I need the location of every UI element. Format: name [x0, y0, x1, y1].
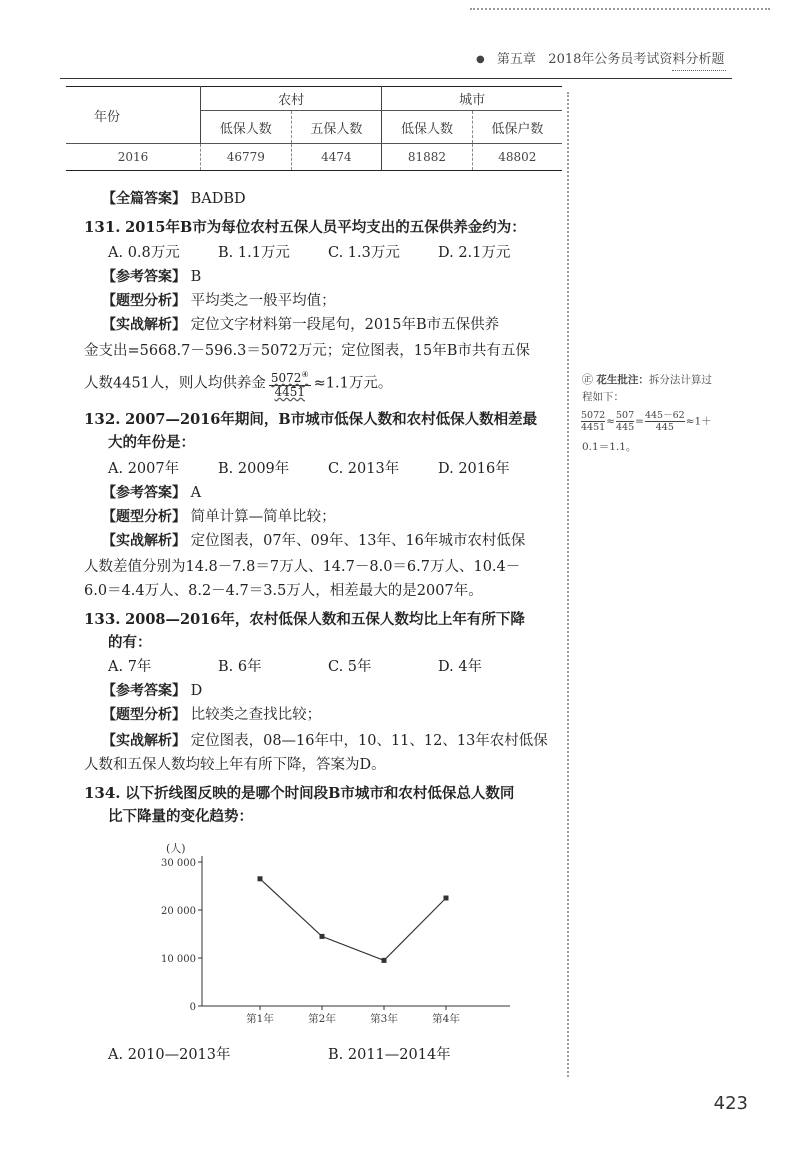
chart-ticks	[161, 858, 460, 1025]
chapter-label: 第五章	[496, 52, 536, 67]
sidebar-note-line4: 0.1＝1.1。	[582, 441, 637, 453]
line-chart	[140, 838, 530, 1038]
rural-header: 农村	[201, 87, 382, 111]
question-132-cont: 大的年份是：	[108, 434, 195, 451]
column-divider	[567, 92, 569, 1077]
type-132: 【题型分析】 简单计算—简单比较；	[102, 509, 336, 525]
type-133: 【题型分析】 比较类之查找比较；	[102, 707, 322, 723]
data-point-3	[444, 896, 449, 901]
all-answers-value: BADBD	[190, 191, 246, 207]
question-133: 133. 2008—2016年，农村低保人数和五保人数均比上年有所下降	[84, 610, 525, 628]
cell-rural-wubao: 4474	[291, 144, 382, 171]
analysis-131-line1: 【实战解析】 定位文字材料第一段尾句，2015年B市五保供养	[102, 317, 500, 333]
type-131: 【题型分析】 平均类之一般平均值；	[102, 293, 336, 309]
header-rule	[60, 78, 732, 79]
y-axis-label: (人)	[166, 842, 186, 855]
annotation-icon: ㊣	[582, 373, 593, 386]
analysis-131-line2: 金支出=5668.7－596.3＝5072万元；定位图表，15年B市共有五保	[84, 343, 530, 359]
options-133: A. 7年 B. 6年 C. 5年 D. 4年	[108, 659, 483, 675]
header-underline	[672, 70, 726, 71]
chart-series	[258, 876, 449, 963]
answer-132: 【参考答案】 A	[102, 485, 202, 501]
cell-rural-dibao: 46779	[201, 144, 292, 171]
options-131: A. 0.8万元 B. 1.1万元 C. 1.3万元 D. 2.1万元	[108, 245, 511, 261]
data-point-2	[382, 958, 387, 963]
data-table	[66, 86, 562, 171]
data-point-0	[258, 876, 263, 881]
y-tick-label-3: 30 000	[161, 858, 196, 869]
question-133-cont: 的有：	[108, 634, 152, 651]
question-132: 132. 2007—2016年期间，B市城市低保人数和农村低保人数相差最	[84, 410, 538, 428]
urban-header: 城市	[382, 87, 562, 111]
question-134: 134. 以下折线图反映的是哪个时间段B市城市和农村低保总人数同	[84, 784, 515, 802]
year-header: 年份	[94, 109, 121, 125]
x-tick-label-2: 第3年	[370, 1013, 398, 1025]
question-134-cont: 比下降量的变化趋势：	[108, 808, 253, 825]
analysis-133-line1: 【实战解析】 定位图表，08—16年中，10、11、12、13年农村低保	[102, 733, 548, 749]
bullet-icon: ●	[476, 54, 485, 65]
top-decoration	[470, 8, 770, 10]
data-point-1	[320, 934, 325, 939]
sidebar-label: 花生批注：	[596, 374, 649, 386]
chart-axes	[202, 856, 510, 1006]
x-tick-label-3: 第4年	[432, 1013, 460, 1025]
page-number: 423	[713, 1093, 748, 1114]
question-131: 131. 2015年B市为每位农村五保人员平均支出的五保供养金约为：	[84, 218, 526, 236]
book-title: 2018年公务员考试资料分析题	[548, 52, 725, 67]
analysis-132-line2: 人数差值分别为14.8－7.8＝7万人、14.7－8.0＝6.7万人、10.4－	[84, 559, 521, 575]
running-header	[476, 48, 724, 67]
options-134: A. 2010—2013年 B. 2011—2014年	[108, 1047, 451, 1063]
y-tick-label-1: 10 000	[161, 954, 196, 965]
row-year: 2016	[117, 150, 149, 164]
y-tick-label-2: 20 000	[161, 906, 196, 917]
y-tick-label-0: 0	[189, 1002, 196, 1013]
cell-urban-households: 48802	[472, 144, 562, 171]
analysis-132-line1: 【实战解析】 定位图表，07年、09年、13年、16年城市农村低保	[102, 533, 526, 549]
analysis-133-line2: 人数和五保人数均较上年有所下降，答案为D。	[84, 757, 386, 773]
analysis-131-line3: 人数4451人，则人均供养金 $\frac{5072^④}{4451}$ ≈1.1万元。	[84, 370, 393, 399]
answer-131: 【参考答案】 B	[102, 269, 202, 285]
answer-133: 【参考答案】 D	[102, 683, 203, 699]
options-132: A. 2007年 B. 2009年 C. 2013年 D. 2016年	[108, 461, 510, 477]
x-tick-label-1: 第2年	[308, 1013, 336, 1025]
all-answers: 【全篇答案】 BADBD	[102, 191, 246, 207]
analysis-132-line3: 6.0＝4.4万人、8.2－4.7＝3.5万人，相差最大的是2007年。	[84, 583, 483, 599]
header-urban-dibao: 低保人数	[382, 111, 473, 144]
sidebar-note-line1: ㊣ 花生批注：拆分法计算过	[582, 373, 712, 386]
sidebar-note-formula: $\frac{5072}{4451}\approx$ $\frac{507}{445}=$ $\frac{445-62}{445}\approx 1+$	[581, 410, 712, 433]
header-urban-households: 低保户数	[472, 111, 562, 144]
header-rural-wubao: 五保人数	[291, 111, 382, 144]
x-tick-label-0: 第1年	[246, 1013, 274, 1025]
header-rural-dibao: 低保人数	[201, 111, 292, 144]
sidebar-note-line2: 程如下：	[582, 391, 624, 403]
cell-urban-dibao: 81882	[382, 144, 473, 171]
series-line	[260, 879, 446, 961]
